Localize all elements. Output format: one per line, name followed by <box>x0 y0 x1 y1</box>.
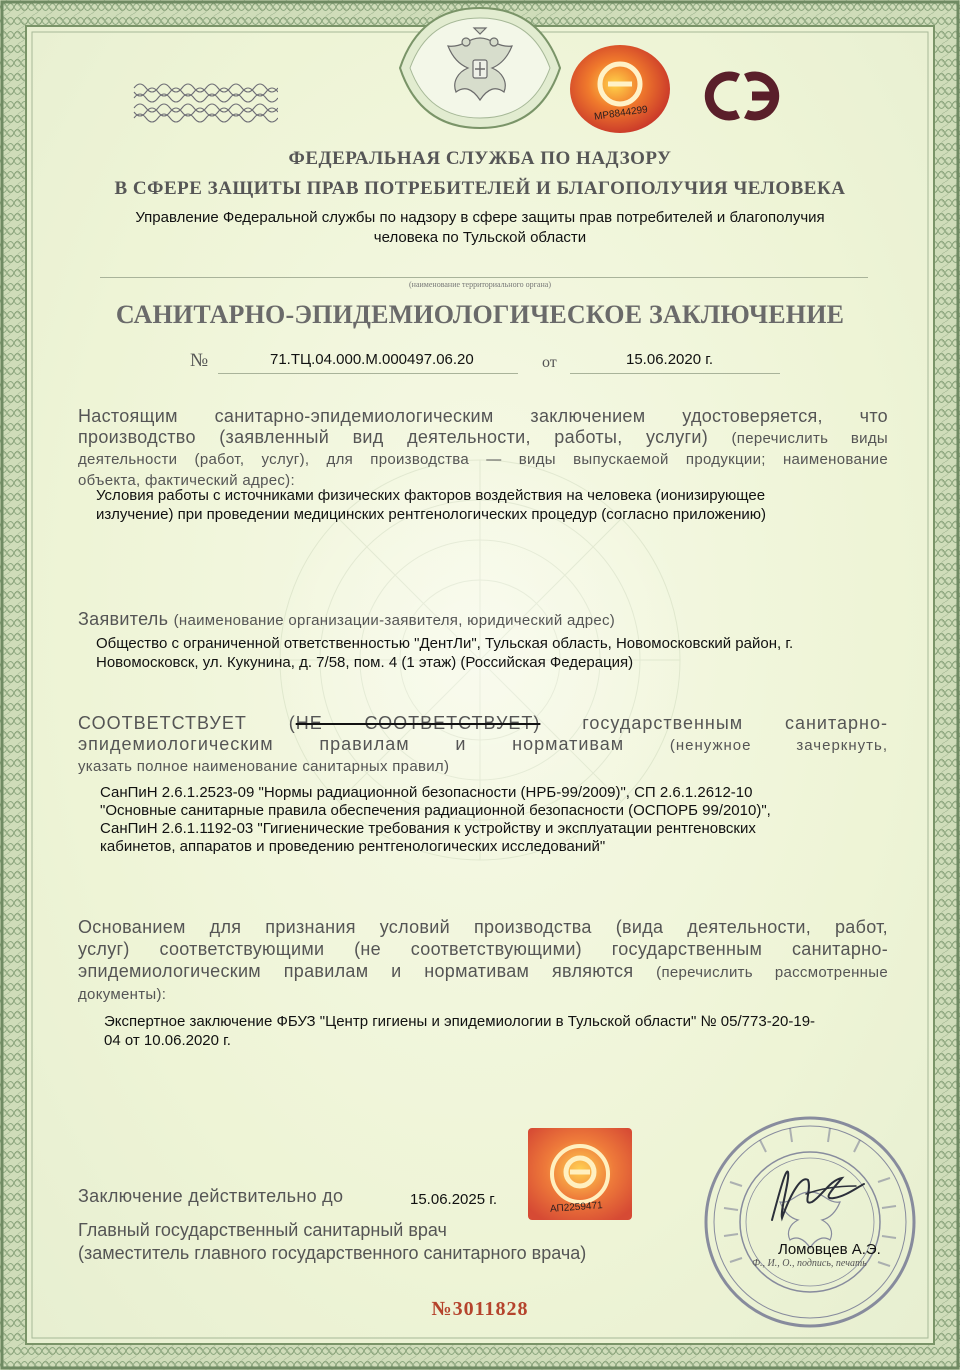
activity-value <box>96 486 896 524</box>
date-underline <box>570 372 780 374</box>
basis-line3-main: эпидемиологическим правилам и нормативам являются <box>78 961 634 981</box>
territorial-caption: (наименование территориального органа) <box>409 280 551 289</box>
activity-value-line2: излучение) при проведении медицинских рентгенологических процедур (согласно приложению) <box>96 506 767 523</box>
date-label: от <box>542 354 557 371</box>
signatory-role-line1: Главный государственный санитарный врач <box>78 1220 447 1240</box>
se-mark-logo <box>698 66 786 126</box>
basis-value-line1: Экспертное заключение ФБУЗ "Центр гигиены и эпидемиологии в Тульской области" № 05/773-20-19- <box>104 1013 816 1030</box>
basis-paragraph <box>78 916 888 1006</box>
number-underline <box>218 372 518 374</box>
validity-date: 15.06.2025 г. <box>410 1191 498 1208</box>
activity-value-line1: Условия работы с источниками физических факторов воздействия на человека (ионизирующее <box>96 487 766 504</box>
applicant-label: Заявитель <box>78 609 169 629</box>
conformity-line3: указать полное наименование санитарных правил) <box>78 758 450 775</box>
applicant-value-line1: Общество с ограниченной ответственностью "ДентЛи", Тульская область, Новомосковский район, г. <box>96 635 794 652</box>
hologram-sticker-top <box>568 44 672 134</box>
basis-line4: документы): <box>78 986 167 1003</box>
validity-label: Заключение действительно до <box>78 1186 344 1206</box>
basis-line1: Основанием для признания условий производства (вида деятельности, работ, <box>78 917 888 937</box>
certifies-line2-hint: (перечислить виды <box>731 430 888 447</box>
applicant-value-line2: Новомосковск, ул. Кукунина, д. 7/58, пом. 4 (1 этаж) (Российская Федерация) <box>96 654 634 671</box>
agency-name-line2: В СФЕРЕ ЗАЩИТЫ ПРАВ ПОТРЕБИТЕЛЕЙ И БЛАГОПОЛУЧИЯ ЧЕЛОВЕКА <box>114 178 846 199</box>
basis-line3 <box>78 960 888 984</box>
coat-of-arms-emblem <box>438 24 522 114</box>
rules-line3: СанПиН 2.6.1.1192-03 "Гигиенические требования к устройству и эксплуатации рентгеновских <box>100 820 756 837</box>
rules-line1: СанПиН 2.6.1.2523-09 "Нормы радиационной безопасности (НРБ-99/2009)", СП 2.6.1.2612-10 <box>100 784 753 801</box>
agency-name-line1: ФЕДЕРАЛЬНАЯ СЛУЖБА ПО НАДЗОРУ <box>288 148 672 169</box>
applicant-heading <box>78 609 888 631</box>
number-label: № <box>190 350 209 371</box>
conformity-paragraph <box>78 713 888 777</box>
certifies-line2-main: производство (заявленный вид деятельности, работы, услуги) <box>78 427 709 447</box>
basis-line2: услуг) соответствующими (не соответствующими) государственным санитарно- <box>78 939 888 959</box>
document-number: 71.ТЦ.04.000.М.000497.06.20 <box>270 351 474 368</box>
territorial-body-line1: Управление Федеральной службы по надзору в сфере защиты прав потребителей и благополучия <box>135 209 825 226</box>
rules-line2: "Основные санитарные правила обеспечения радиационной безопасности (ОСПОРБ 99/2010)", <box>100 802 771 819</box>
signatory-name: Ломовцев А.Э. <box>778 1241 881 1258</box>
territorial-divider <box>100 276 868 278</box>
certifies-line3: деятельности (работ, услуг), для производства — виды выпускаемой продукции; наименование <box>78 451 888 468</box>
applicant-value <box>96 634 896 672</box>
sanitary-rules-list <box>100 784 900 856</box>
form-serial-number: №3011828 <box>431 1298 529 1320</box>
rules-line4: кабинетов, аппаратов и проведению рентгенологических исследований" <box>100 838 606 855</box>
certifies-line1: Настоящим санитарно-эпидемиологическим заключением удостоверяется, что <box>78 406 888 426</box>
territorial-body-line2: человека по Тульской области <box>373 229 587 246</box>
document-title: САНИТАРНО-ЭПИДЕМИОЛОГИЧЕСКОЕ ЗАКЛЮЧЕНИЕ <box>115 300 845 329</box>
complies-text: СООТВЕТСТВУЕТ <box>78 713 247 733</box>
open-paren: ( <box>288 713 296 733</box>
not-complies-struck: НЕ СООТВЕТСТВУЕТ) <box>295 713 541 733</box>
certifies-paragraph <box>78 406 888 491</box>
conformity-line2-main: эпидемиологическим правилам и нормативам <box>78 734 625 754</box>
hologram-bottom-code: АП2259471 <box>549 1200 604 1215</box>
signatory-role-line2: (заместитель главного государственного санитарного врача) <box>78 1243 587 1263</box>
certifies-line2 <box>78 427 888 449</box>
conformity-line1-rest: государственным санитарно- <box>582 713 888 733</box>
conformity-line2-hint: (ненужное зачеркнуть, <box>669 737 888 754</box>
conformity-line1 <box>78 713 888 734</box>
signatory-caption: Ф., И., О., подпись, печать <box>752 1258 867 1269</box>
hologram-sticker-bottom <box>528 1128 632 1220</box>
handwritten-signature <box>752 1150 872 1240</box>
basis-line3-hint: (перечислить рассмотренные <box>656 964 888 981</box>
basis-value-line2: 04 от 10.06.2020 г. <box>104 1032 231 1049</box>
basis-value <box>104 1012 904 1050</box>
applicant-hint: (наименование организации-заявителя, юридический адрес) <box>173 612 616 629</box>
certifies-line4: объекта, фактический адрес): <box>78 472 295 489</box>
hologram-top-code: МР8844299 <box>593 104 649 123</box>
conformity-line2 <box>78 734 888 756</box>
security-pattern <box>132 78 278 130</box>
document-date: 15.06.2020 г. <box>626 351 714 368</box>
